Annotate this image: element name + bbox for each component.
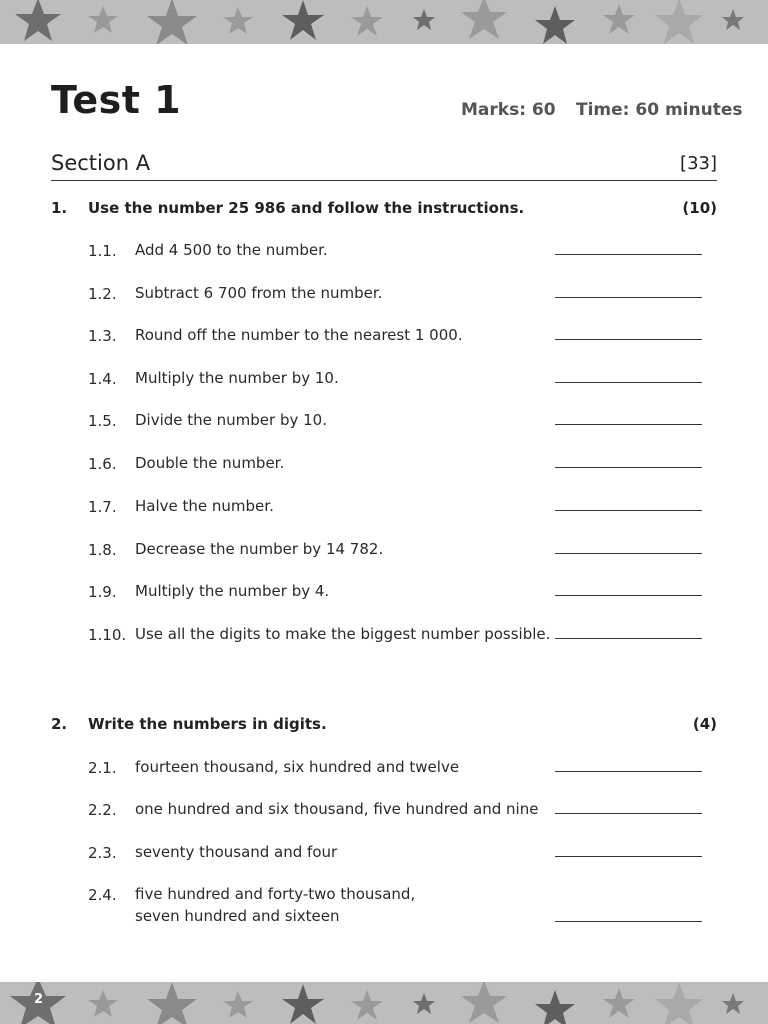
answer-line[interactable]: [555, 254, 702, 255]
item-number: 2.3.: [88, 844, 117, 862]
answer-line[interactable]: [555, 382, 702, 383]
page-title: Test 1: [51, 78, 182, 122]
item-text: Double the number.: [135, 454, 285, 472]
star-icon: [722, 993, 744, 1014]
star-decoration-icon: [0, 982, 768, 1024]
item-number: 1.5.: [88, 412, 117, 430]
star-decoration-icon: [0, 0, 768, 44]
section-heading: [51, 151, 717, 181]
star-icon: [351, 990, 383, 1020]
question-marks: (10): [682, 199, 717, 217]
item-text: Add 4 500 to the number.: [135, 241, 328, 259]
star-icon: [535, 990, 575, 1024]
star-icon: [223, 7, 253, 34]
item-number: 2.2.: [88, 801, 117, 819]
item-text: Use all the digits to make the biggest number possible.: [135, 625, 551, 643]
item-text: Divide the number by 10.: [135, 411, 327, 429]
star-icon: [461, 982, 507, 1023]
item-number: 1.6.: [88, 455, 117, 473]
bottom-star-band: [0, 982, 768, 1024]
star-icon: [603, 988, 635, 1018]
item-text: Subtract 6 700 from the number.: [135, 284, 383, 302]
top-star-band: [0, 0, 768, 44]
star-icon: [722, 9, 744, 30]
star-icon: [223, 991, 253, 1018]
item-number: 1.1.: [88, 242, 117, 260]
question-marks: (4): [692, 715, 717, 733]
item-number: 2.1.: [88, 759, 117, 777]
item-text: one hundred and six thousand, five hundred and nine: [135, 800, 539, 818]
item-text-line-1: five hundred and forty-two thousand,: [135, 885, 416, 903]
star-icon: [147, 982, 197, 1024]
question-text: Use the number 25 986 and follow the instructions.: [88, 199, 525, 217]
answer-line[interactable]: [555, 297, 702, 298]
star-icon: [351, 6, 383, 36]
star-icon: [413, 9, 435, 30]
star-icon: [147, 0, 197, 44]
question-text: Write the numbers in digits.: [88, 715, 327, 733]
section-title: Section A: [51, 151, 151, 175]
answer-line[interactable]: [555, 813, 702, 814]
answer-line[interactable]: [555, 424, 702, 425]
star-icon: [88, 6, 118, 33]
item-number: 1.10.: [88, 626, 127, 644]
answer-line[interactable]: [555, 339, 702, 340]
star-icon: [282, 0, 324, 40]
item-text: Round off the number to the nearest 1 000.: [135, 326, 463, 344]
item-text: Multiply the number by 4.: [135, 582, 330, 600]
page-number: 2: [34, 992, 44, 1007]
item-text: fourteen thousand, six hundred and twelve: [135, 758, 460, 776]
star-icon: [655, 982, 703, 1024]
answer-line[interactable]: [555, 595, 702, 596]
item-number: 1.7.: [88, 498, 117, 516]
item-number: 1.9.: [88, 583, 117, 601]
question-number: 2.: [51, 715, 68, 733]
item-text: Decrease the number by 14 782.: [135, 540, 384, 558]
star-icon: [88, 990, 118, 1017]
answer-line[interactable]: [555, 553, 702, 554]
star-icon: [461, 0, 507, 39]
item-text: Multiply the number by 10.: [135, 369, 339, 387]
total-marks: Marks: 60: [461, 100, 556, 120]
star-icon: [413, 993, 435, 1014]
item-text-line-2: seven hundred and sixteen: [135, 907, 340, 925]
item-number: 2.4.: [88, 886, 117, 904]
answer-line[interactable]: [555, 771, 702, 772]
star-icon: [15, 0, 61, 41]
time-limit: Time: 60 minutes: [576, 100, 743, 120]
answer-line[interactable]: [555, 856, 702, 857]
answer-line[interactable]: [555, 467, 702, 468]
star-icon: [655, 0, 703, 44]
star-icon: [282, 984, 324, 1024]
star-icon: [603, 4, 635, 34]
question-number: 1.: [51, 199, 68, 217]
item-text: Halve the number.: [135, 497, 274, 515]
answer-line[interactable]: [555, 510, 702, 511]
answer-line[interactable]: [555, 921, 702, 922]
item-number: 1.4.: [88, 370, 117, 388]
item-number: 1.2.: [88, 285, 117, 303]
star-icon: [535, 6, 575, 44]
section-marks: [33]: [680, 153, 717, 174]
item-number: 1.3.: [88, 327, 117, 345]
item-number: 1.8.: [88, 541, 117, 559]
answer-line[interactable]: [555, 638, 702, 639]
item-text: seventy thousand and four: [135, 843, 338, 861]
